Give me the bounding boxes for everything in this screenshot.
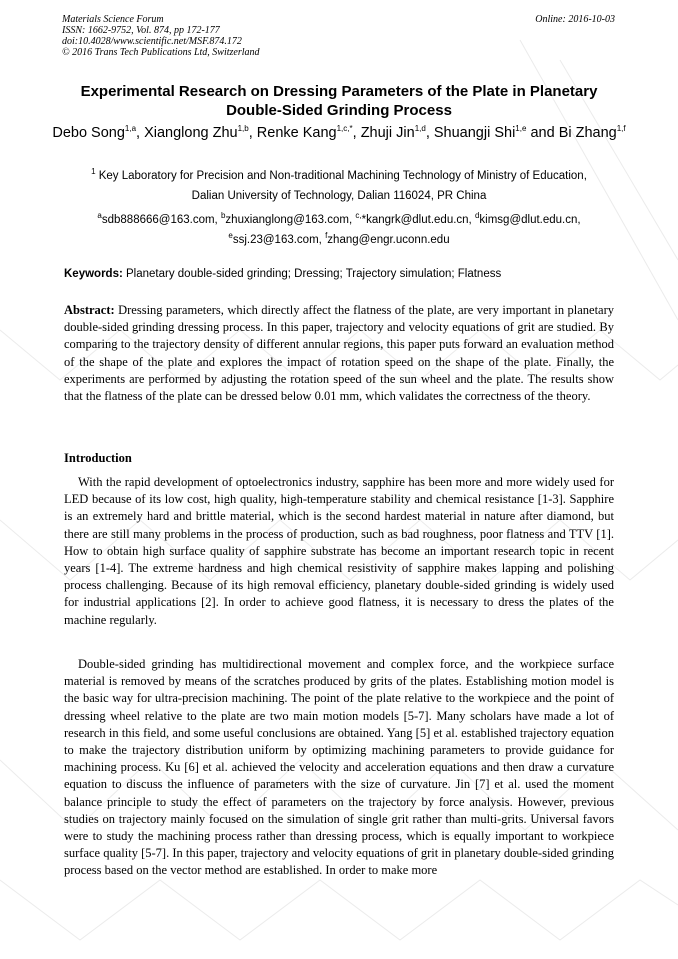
email-line-1: [50, 210, 628, 230]
email-link[interactable]: zhuxianglong@163.com,: [225, 214, 353, 226]
author-name: Zhuji Jin: [360, 125, 415, 141]
doi-line: doi:10.4028/www.scientific.net/MSF.874.172: [62, 36, 242, 47]
affiliation-sup: 1: [91, 167, 96, 177]
issn-line: ISSN: 1662-9752, Vol. 874, pp 172-177: [62, 25, 220, 36]
copyright-line: © 2016 Trans Tech Publications Ltd, Switzerland: [62, 47, 260, 58]
section-heading: Introduction: [64, 451, 132, 465]
email-link[interactable]: *kangrk@dlut.edu.cn,: [361, 214, 472, 226]
email-sup: d: [474, 211, 480, 221]
author-name: Shuangji Shi: [433, 125, 516, 141]
online-date: Online: 2016-10-03: [535, 14, 615, 25]
email-link[interactable]: sdb888666@163.com,: [101, 214, 218, 226]
email-line-2: [50, 230, 628, 250]
intro-paragraph-2: Double-sided grinding has multidirectional movement and complex force, and the workpiece surface material is removed by means of the scratches produced by grits of the plates. Establishing motion model is the basic way for ultra-precision machining. The point of the plate relative to the workpiece and the point of dressing wheel relative to the plate are two main motion models [5-7]. Many scholars have made a lot of research in this field, and some useful conclusions are obtained. Yang [5] et al. established trajectory equation to make the trajectory distribution uniform by optimizing machining parameters to provide guidance for machining process. Ku [6] et al. achieved the velocity and acceleration equations and then draw a curvature equation to discuss the influence of parameters with the size of curvature. Jin [7] et al. used the moment balance principle to study the effect of parameters on the trajectory by force analysis. However, previous studies on trajectory mainly focused on the simulation of single grit rather than multi-grits. Universal favors were to study the machining process rather than dressing process, which is equally important to workpiece surface quality [5-7]. In this paper, trajectory and velocity equations of grit in planetary double-sided grinding process based on the vector method are established. In order to make more: [64, 657, 614, 878]
author-sup: 1,c,*: [336, 124, 353, 134]
journal-header: [62, 14, 260, 58]
abstract-label: Abstract:: [64, 303, 115, 317]
affiliation-text-1: Key Laboratory for Precision and Non-traditional Machining Technology of Ministry of Education,: [98, 170, 587, 182]
email-sup: f: [325, 231, 328, 241]
affiliation: [50, 166, 628, 206]
email-sup: b: [220, 211, 226, 221]
email-link[interactable]: kimsg@dlut.edu.cn,: [479, 214, 581, 226]
title-line-1: Experimental Research on Dressing Parameters of the Plate in Planetary: [80, 83, 598, 100]
author-sup: 1,b: [237, 124, 249, 134]
author-list: Debo Song$^{1,a}$, Xianglong Zhu$^{1,b}$, Renke Kang$^{1,c,*}$, Zhuji Jin$^{1,d}$, Shuangji Shi$^{1,e}$ and Bi Zhang$^{1,f}$: [52, 124, 626, 141]
author-name: Renke Kang: [256, 125, 337, 141]
author-name: Debo Song: [52, 125, 125, 141]
keywords-text: Planetary double-sided grinding; Dressing; Trajectory simulation; Flatness: [126, 268, 502, 280]
email-link[interactable]: ssj.23@163.com,: [232, 234, 322, 246]
intro-paragraph-1: With the rapid development of optoelectronics industry, sapphire has been more and more widely used for LED because of its low cost, high quality, high-temperature stability and chemical resistance [1-3]. Sapphire is an extremely hard and brittle material, which is the second hardest material in nature after diamond, but there are still many problems in the process of production, such as bad roughness, poor flatness and TTV [1]. How to obtain high surface quality of sapphire substrate has become an important research topic in recent years [1-4]. The extreme hardness and high chemical resistivity of sapphire makes lapping and polishing process challenging. Because of its high removal efficiency, planetary double-sided grinding is widely used for industrial applications [2]. In order to achieve good flatness, it is necessary to dress the plates of the machine regularly.: [64, 475, 614, 627]
author-conjunction: and: [530, 125, 555, 141]
email-sup: a: [97, 211, 102, 221]
email-sup: e: [228, 231, 233, 241]
author-name: Bi Zhang: [558, 125, 617, 141]
email-list: [50, 210, 628, 250]
title-line-2: Double-Sided Grinding Process: [226, 102, 452, 119]
author-sup: 1,f: [616, 124, 626, 134]
email-link[interactable]: zhang@engr.uconn.edu: [327, 234, 450, 246]
affiliation-line-1: [50, 166, 628, 186]
keywords-label: Keywords:: [64, 268, 123, 280]
email-sup: c,: [355, 211, 362, 221]
author-sup: 1,e: [515, 124, 527, 134]
keywords: [64, 266, 624, 282]
author-sup: 1,a: [124, 124, 137, 134]
abstract: [64, 302, 614, 405]
abstract-text: Dressing parameters, which directly affect the flatness of the plate, are very important in planetary double-sided grinding dressing process. In this paper, trajectory and velocity equations of grit are studied. By comparing to the trajectory density of different annular regions, this paper puts forward an evaluation method of the shape of the plate and explores the impact of rotation speed on the shape of the plate. Finally, the experiments are performed by adjusting the rotation speed of the sun wheel and the plate. The results show that the flatness of the plate can be dressed below 0.01 mm, which validates the correctness of the theory.: [64, 303, 615, 404]
author-sup: 1,d: [414, 124, 426, 134]
author-name: Xianglong Zhu: [144, 125, 238, 141]
journal-name: Materials Science Forum: [62, 14, 164, 25]
paper-title: [40, 82, 638, 120]
affiliation-line-2: Dalian University of Technology, Dalian 116024, PR China: [191, 190, 487, 202]
